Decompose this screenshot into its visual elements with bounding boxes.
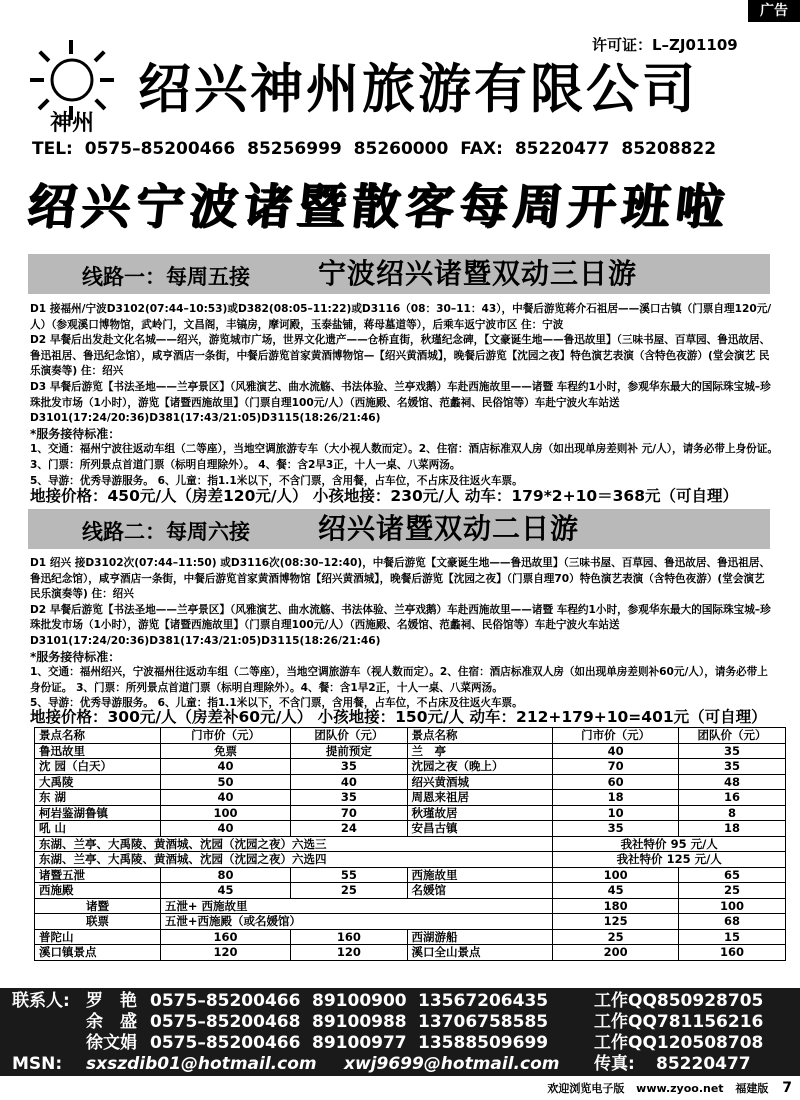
combo-row-1 bbox=[35, 836, 786, 852]
price-cell: 40 bbox=[553, 743, 679, 759]
price-cell: 鲁迅故里 bbox=[35, 743, 161, 759]
price-cell: 35 bbox=[553, 821, 679, 837]
route2-header bbox=[28, 509, 770, 549]
price-cell: 18 bbox=[553, 790, 679, 806]
price-cell: 免票 bbox=[160, 743, 290, 759]
price-cell: 16 bbox=[679, 790, 786, 806]
price-cell: 35 bbox=[291, 790, 407, 806]
route2-service-title: *服务接待标准： bbox=[30, 649, 121, 664]
route1-price: 地接价格：450元/人（房差120元/人） 小孩地接：230元/人 动车：179*2+10＝368元（可自理） bbox=[30, 487, 738, 505]
price-cell: 40 bbox=[160, 790, 290, 806]
price-cell: 120 bbox=[160, 945, 290, 961]
price-cell: 25 bbox=[679, 883, 786, 899]
route1-itinerary bbox=[30, 302, 778, 489]
th-retail: 门市价（元） bbox=[160, 728, 290, 744]
msn-2[interactable]: xwj9699@hotmail.com bbox=[344, 1054, 560, 1074]
fax-number: 85220477 bbox=[656, 1054, 751, 1074]
contact-tel-3: 0575–85200466 bbox=[150, 1033, 301, 1053]
price-cell: 65 bbox=[679, 867, 786, 883]
site-url[interactable]: www.zyoo.net bbox=[636, 1082, 724, 1095]
th-group-2: 团队价（元） bbox=[679, 728, 786, 744]
price-cell: 10 bbox=[553, 805, 679, 821]
contact-qq-1: 工作QQ850928705 bbox=[594, 991, 764, 1011]
price-cell: 名媛馆 bbox=[407, 883, 553, 899]
table-body-c bbox=[35, 929, 786, 960]
route1-service-1: 1、交通：福州宁波往返动车组（二等座），当地空调旅游专车（大小视人数而定）。2、住宿：酒店标准双人房（如出现单房差则补 元/人），请务必带上身份证。 3、门票：所列景点首道门票（标明自理除外）。 4、餐：含2早3正，十人一桌、八菜两汤。 bbox=[30, 443, 778, 471]
price-cell: 48 bbox=[679, 774, 786, 790]
price-cell: 西施故里 bbox=[407, 867, 553, 883]
price-cell: 160 bbox=[679, 945, 786, 961]
table-row bbox=[35, 867, 786, 883]
price-cell: 普陀山 bbox=[35, 929, 161, 945]
route2-label: 线路二：每周六接 bbox=[82, 520, 250, 544]
route2-service-1: 1、交通：福州绍兴，宁波福州往返动车组（二等座），当地空调旅游车（视人数而定）。2、住宿：酒店标准双人房（如出现单房差则补60元/人），请务必带上身份证。 3、门票：所列景点首道门票（标明自理除外）。4、餐：含1早2正，十人一桌、八菜两汤。 bbox=[30, 666, 768, 694]
price-cell: 大禹陵 bbox=[35, 774, 161, 790]
price-cell: 溪口全山景点 bbox=[407, 945, 553, 961]
price-cell: 秋瑾故居 bbox=[407, 805, 553, 821]
price-cell: 吼 山 bbox=[35, 821, 161, 837]
bottom-strip bbox=[547, 1080, 792, 1096]
price-cell: 45 bbox=[160, 883, 290, 899]
price-cell: 25 bbox=[553, 929, 679, 945]
price-cell: 24 bbox=[291, 821, 407, 837]
contact-tel2-1: 89100900 bbox=[312, 991, 407, 1011]
price-cell: 沈园之夜（晚上） bbox=[407, 759, 553, 775]
route1-name: 宁波绍兴诸暨双动三日游 bbox=[318, 257, 638, 290]
th-site: 景点名称 bbox=[35, 728, 161, 744]
table-row bbox=[35, 759, 786, 775]
table-row bbox=[35, 929, 786, 945]
msn-1[interactable]: sxszdib01@hotmail.com bbox=[86, 1054, 317, 1074]
price-cell: 60 bbox=[553, 774, 679, 790]
price-cell: 西湖游船 bbox=[407, 929, 553, 945]
price-cell: 160 bbox=[291, 929, 407, 945]
contact-name-2: 余 盛 bbox=[86, 1012, 137, 1032]
table-row bbox=[35, 805, 786, 821]
contact-name-3: 徐文娟 bbox=[86, 1033, 137, 1053]
price-cell: 15 bbox=[679, 929, 786, 945]
ticket-price-table bbox=[34, 727, 786, 961]
table-body-b bbox=[35, 867, 786, 898]
combo1-left: 东湖、兰亭、大禹陵、黄酒城、沈园（沈园之夜）六选三 bbox=[35, 836, 553, 852]
price-cell: 200 bbox=[553, 945, 679, 961]
price-cell: 120 bbox=[291, 945, 407, 961]
table-row bbox=[35, 743, 786, 759]
price-cell: 18 bbox=[679, 821, 786, 837]
joint-label-1: 诸暨 bbox=[35, 898, 161, 914]
price-cell: 兰 亭 bbox=[407, 743, 553, 759]
tel-fax-line: TEL: 0575–85200466 85256999 85260000 FAX: 85220477 85208822 bbox=[32, 139, 717, 159]
joint-desc-1: 五泄+ 西施故里 bbox=[160, 898, 552, 914]
price-cell: 8 bbox=[679, 805, 786, 821]
logo-text: 神州 bbox=[50, 110, 95, 134]
slogan-banner: 绍兴宁波诸暨散客每周开班啦 bbox=[25, 179, 733, 235]
price-cell: 70 bbox=[553, 759, 679, 775]
price-cell: 提前预定 bbox=[291, 743, 407, 759]
table-header bbox=[35, 728, 786, 744]
price-cell: 溪口镇景点 bbox=[35, 945, 161, 961]
price-cell: 35 bbox=[291, 759, 407, 775]
th-retail-2: 门市价（元） bbox=[553, 728, 679, 744]
price-cell: 80 bbox=[160, 867, 290, 883]
price-cell: 40 bbox=[291, 774, 407, 790]
joint-retail-2: 125 bbox=[553, 914, 679, 930]
route1-service-title: *服务接待标准： bbox=[30, 426, 121, 441]
contact-tel2-3: 89100977 bbox=[312, 1033, 407, 1053]
route1-day1: D1 接福州/宁波D3102(07:44–10:53)或D382(08:05–11:22)或D3116（08：30–11：43），中餐后游览蒋介石祖居——溪口古镇（门票自理120元/人）（参观溪口博物馆，武岭门，文昌阁，丰镐房，摩诃殿，玉泰盐铺，蒋母墓道等），后乘车返宁波市区 住：宁波 bbox=[30, 303, 772, 331]
contact-qq-2: 工作QQ781156216 bbox=[594, 1012, 764, 1032]
route2-itinerary bbox=[30, 556, 778, 712]
price-cell: 25 bbox=[291, 883, 407, 899]
route2-service-2: 5、导游：优秀导游服务。 6、儿童：指1.1米以下，不含门票，含用餐，占车位，不占床及往返火车票。 bbox=[30, 697, 523, 710]
joint-row-1 bbox=[35, 898, 786, 914]
contact-name-1: 罗 艳 bbox=[86, 991, 137, 1011]
table-row bbox=[35, 774, 786, 790]
route1-day2: D2 早餐后出发赴文化名城——绍兴，游览城市广场，世界文化遗产——仓桥直街，秋瑾纪念碑，【文豪诞生地——鲁迅故里】（三味书屋、百草园、鲁迅故居、鲁迅祖居、鲁迅纪念馆），咸亨酒店一条街，中餐后游览首家黄酒博物馆—【绍兴黄酒城】，晚餐后游览【沈园之夜】特色演艺表演（含特色夜游）(堂会演艺 民乐演奏等) 住：绍兴 bbox=[30, 334, 771, 378]
contact-mobile-1: 13567206435 bbox=[418, 991, 549, 1011]
price-cell: 50 bbox=[160, 774, 290, 790]
joint-row-2 bbox=[35, 914, 786, 930]
edition-text: 福建版 bbox=[735, 1082, 769, 1095]
price-cell: 安昌古镇 bbox=[407, 821, 553, 837]
ad-tag: 广告 bbox=[748, 0, 800, 22]
license-number: 许可证：L–ZJ01109 bbox=[592, 36, 738, 54]
price-cell: 东 湖 bbox=[35, 790, 161, 806]
joint-group-2: 68 bbox=[679, 914, 786, 930]
joint-group-1: 100 bbox=[679, 898, 786, 914]
price-cell: 周恩来祖居 bbox=[407, 790, 553, 806]
combo2-right: 我社特价 125 元/人 bbox=[553, 852, 786, 868]
price-cell: 绍兴黄酒城 bbox=[407, 774, 553, 790]
fax-label: 传真: bbox=[594, 1054, 635, 1074]
table-row bbox=[35, 945, 786, 961]
contact-tel-2: 0575–85200468 bbox=[150, 1012, 301, 1032]
price-cell: 70 bbox=[291, 805, 407, 821]
route2-day2: D2 早餐后游览【书法圣地——兰亭景区】（风雅演艺、曲水流觞、书法体验、兰亭戏鹅）车赴西施故里——诸暨 车程约1小时，参观华东最大的国际珠宝城–珍珠批发市场（1小时），游览【诸暨西施故里】（门票自理100元/人）（西施殿、名媛馆、范蠡祠、民俗馆等）车赴宁波火车站送D3101(17:24/20:36)D381(17:43/21:05)D3115(18:26/21:46) bbox=[30, 603, 771, 647]
th-group: 团队价（元） bbox=[291, 728, 407, 744]
route2-day1: D1 绍兴 接D3102次(07:44–11:50) 或D3116次(08:30–12:40)，中餐后游览【文豪诞生地——鲁迅故里】（三味书屋、百草园、鲁迅故居、鲁迅祖居、鲁迅纪念馆），咸亨酒店一条街，中餐后游览首家黄酒博物馆【绍兴黄酒城】，晚餐后游览【沈园之夜】（门票自理70）特色演艺表演（含特色夜游）(堂会演艺 民乐演奏等) 住：绍兴 bbox=[30, 557, 771, 601]
combo2-left: 东湖、兰亭、大禹陵、黄酒城、沈园（沈园之夜）六选四 bbox=[35, 852, 553, 868]
th-site-2: 景点名称 bbox=[407, 728, 553, 744]
contact-footer bbox=[0, 988, 800, 1076]
combo1-right: 我社特价 95 元/人 bbox=[553, 836, 786, 852]
contact-tel-1: 0575–85200466 bbox=[150, 991, 301, 1011]
page-number: 7 bbox=[782, 1080, 792, 1096]
route1-header bbox=[28, 254, 770, 294]
price-cell: 55 bbox=[291, 867, 407, 883]
contact-mobile-3: 13588509699 bbox=[418, 1033, 549, 1053]
combo-row-2 bbox=[35, 852, 786, 868]
contact-qq-3: 工作QQ120508708 bbox=[594, 1033, 764, 1053]
price-cell: 40 bbox=[160, 821, 290, 837]
price-cell: 35 bbox=[679, 759, 786, 775]
price-cell: 诸暨五泄 bbox=[35, 867, 161, 883]
price-cell: 西施殿 bbox=[35, 883, 161, 899]
sun-logo-icon bbox=[16, 34, 124, 134]
table-body-a bbox=[35, 743, 786, 836]
table-row bbox=[35, 821, 786, 837]
price-cell: 100 bbox=[553, 867, 679, 883]
price-cell: 160 bbox=[160, 929, 290, 945]
route1-service-2: 5、导游：优秀导游服务。 6、儿童：指1.1米以下，不含门票，含用餐，占车位，不占床及往返火车票。 bbox=[30, 474, 523, 487]
price-cell: 柯岩鉴湖鲁镇 bbox=[35, 805, 161, 821]
company-name: 绍兴神州旅游有限公司 bbox=[138, 59, 698, 120]
price-cell: 45 bbox=[553, 883, 679, 899]
contact-tel2-2: 89100988 bbox=[312, 1012, 407, 1032]
contact-mobile-2: 13706758585 bbox=[418, 1012, 549, 1032]
price-cell: 35 bbox=[679, 743, 786, 759]
contact-label: 联系人: bbox=[12, 991, 70, 1011]
joint-label-2: 联票 bbox=[35, 914, 161, 930]
company-logo bbox=[16, 34, 124, 134]
route2-name: 绍兴诸暨双动二日游 bbox=[318, 512, 580, 545]
table-row bbox=[35, 883, 786, 899]
route1-label: 线路一：每周五接 bbox=[82, 265, 250, 289]
table-row bbox=[35, 790, 786, 806]
msn-label: MSN: bbox=[12, 1054, 63, 1074]
price-cell: 100 bbox=[160, 805, 290, 821]
route1-day3: D3 早餐后游览【书法圣地——兰亭景区】（风雅演艺、曲水流觞、书法体验、兰亭戏鹅）车赴西施故里——诸暨 车程约1小时，参观华东最大的国际珠宝城–珍珠批发市场（1小时），游览【诸暨西施故里】（门票自理100元/人）（西施殿、名媛馆、范蠡祠、民俗馆等）车赴宁波火车站送D3101(17:24/20:36)D381(17:43/21:05)D3115(18:26/21:46) bbox=[30, 380, 771, 425]
joint-retail-1: 180 bbox=[553, 898, 679, 914]
price-cell: 40 bbox=[160, 759, 290, 775]
joint-desc-2: 五泄+西施殿（或名媛馆） bbox=[160, 914, 552, 930]
route2-price: 地接价格：300元/人（房差补60元/人） 小孩地接：150元/人 动车：212+179+10=401元（可自理） bbox=[30, 708, 767, 726]
welcome-text: 欢迎浏览电子版 bbox=[547, 1082, 625, 1095]
price-cell: 沈 园（白天） bbox=[35, 759, 161, 775]
